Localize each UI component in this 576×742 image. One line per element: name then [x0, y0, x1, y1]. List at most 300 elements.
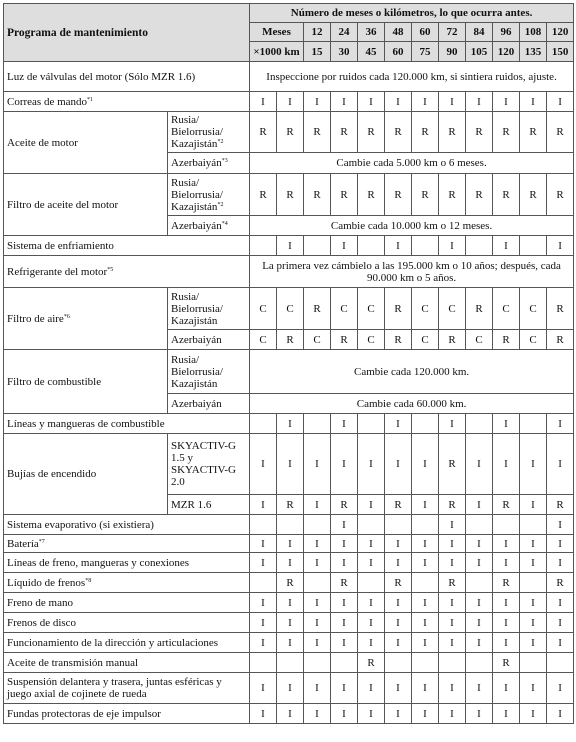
interval-cell: C: [358, 330, 385, 350]
interval-cell: I: [520, 535, 547, 553]
interval-cell: I: [439, 92, 466, 112]
region-label: Rusia/ Bielorrusia/ Kazajistán$^{*2}$: [168, 174, 250, 216]
interval-cell: I: [493, 434, 520, 495]
interval-cell: R: [493, 653, 520, 673]
interval-cell: I: [250, 92, 277, 112]
interval-cell: I: [358, 92, 385, 112]
item-label: Suspensión delantera y trasera, juntas esféricas y juego axial de cojinete de rueda: [4, 673, 250, 704]
interval-cell: I: [277, 613, 304, 633]
interval-cell: R: [385, 112, 412, 153]
interval-cell: [439, 653, 466, 673]
table-row: [4, 174, 574, 216]
interval-cell: R: [277, 573, 304, 593]
interval-cell: I: [304, 613, 331, 633]
footnote-mark: *4: [221, 220, 228, 227]
interval-cell: I: [250, 535, 277, 553]
km-header: 90: [439, 42, 466, 62]
region-label: Azerbaiyán: [168, 330, 250, 350]
interval-cell: R: [520, 112, 547, 153]
span-instruction: Cambie cada 60.000 km.: [250, 394, 574, 414]
interval-cell: I: [304, 535, 331, 553]
interval-cell: I: [493, 593, 520, 613]
interval-cell: I: [439, 673, 466, 704]
month-header: 36: [358, 23, 385, 42]
span-instruction: Cambie cada 120.000 km.: [250, 350, 574, 394]
span-instruction: Inspeccione por ruidos cada 120.000 km, si sintiera ruidos, ajuste.: [250, 62, 574, 92]
interval-cell: R: [277, 112, 304, 153]
interval-cell: I: [277, 673, 304, 704]
item-label: Funcionamiento de la dirección y articulaciones: [4, 633, 250, 653]
interval-cell: I: [520, 434, 547, 495]
interval-cell: [250, 236, 277, 256]
interval-cell: [412, 653, 439, 673]
interval-cell: R: [439, 434, 466, 495]
interval-cell: [385, 515, 412, 535]
item-label: Líneas de freno, mangueras y conexiones: [4, 553, 250, 573]
interval-cell: I: [331, 515, 358, 535]
interval-cell: R: [466, 174, 493, 216]
interval-cell: I: [304, 92, 331, 112]
interval-cell: I: [520, 495, 547, 515]
interval-cell: I: [304, 495, 331, 515]
month-header: 60: [412, 23, 439, 42]
table-row: [4, 434, 574, 495]
month-header: 108: [520, 23, 547, 42]
interval-cell: R: [547, 112, 574, 153]
interval-cell: R: [439, 112, 466, 153]
span-instruction: La primera vez cámbielo a las 195.000 km o 10 años; después, cada 90.000 km o 5 años.: [250, 256, 574, 288]
interval-cell: I: [331, 535, 358, 553]
interval-cell: I: [520, 92, 547, 112]
interval-cell: [304, 414, 331, 434]
interval-cell: I: [331, 704, 358, 724]
interval-cell: [250, 515, 277, 535]
interval-cell: I: [412, 92, 439, 112]
footnote-mark: *2: [217, 139, 224, 145]
interval-cell: I: [520, 704, 547, 724]
interval-cell: I: [250, 613, 277, 633]
interval-cell: I: [331, 613, 358, 633]
interval-cell: R: [277, 495, 304, 515]
interval-cell: I: [547, 613, 574, 633]
km-header: 75: [412, 42, 439, 62]
interval-cell: I: [358, 673, 385, 704]
interval-cell: I: [493, 553, 520, 573]
item-label: Correas de mando$^{*1}$: [4, 92, 250, 112]
interval-cell: R: [493, 174, 520, 216]
item-label: Aceite de transmisión manual: [4, 653, 250, 673]
interval-cell: I: [466, 593, 493, 613]
km-header: 105: [466, 42, 493, 62]
interval-cell: I: [439, 593, 466, 613]
interval-cell: C: [520, 330, 547, 350]
interval-cell: R: [547, 288, 574, 330]
region-label: Rusia/ Bielorrusia/ Kazajistán$^{*2}$: [168, 112, 250, 153]
km-header: 30: [331, 42, 358, 62]
interval-cell: R: [493, 573, 520, 593]
interval-cell: I: [466, 92, 493, 112]
interval-cell: I: [493, 535, 520, 553]
interval-cell: C: [439, 288, 466, 330]
table-row: [4, 535, 574, 553]
interval-cell: I: [439, 236, 466, 256]
interval-cell: I: [277, 553, 304, 573]
interval-cell: [277, 653, 304, 673]
interval-cell: I: [547, 434, 574, 495]
item-label: Batería$^{*7}$: [4, 535, 250, 553]
table-row: [4, 704, 574, 724]
region-label: Azerbaiyán$^{*3}$: [168, 153, 250, 174]
table-row: [4, 515, 574, 535]
interval-cell: R: [277, 330, 304, 350]
interval-cell: [250, 653, 277, 673]
interval-cell: R: [385, 174, 412, 216]
month-header: 72: [439, 23, 466, 42]
region-label: Azerbaiyán: [168, 394, 250, 414]
interval-cell: R: [547, 174, 574, 216]
interval-cell: I: [466, 553, 493, 573]
interval-cell: I: [547, 553, 574, 573]
footnote-mark: *2: [217, 201, 224, 208]
item-label: Aceite de motor: [4, 112, 168, 174]
interval-cell: R: [547, 330, 574, 350]
interval-cell: I: [277, 236, 304, 256]
interval-cell: I: [358, 613, 385, 633]
interval-cell: R: [331, 495, 358, 515]
interval-cell: I: [547, 515, 574, 535]
item-label: Líquido de frenos$^{*8}$: [4, 573, 250, 593]
interval-cell: I: [412, 704, 439, 724]
interval-cell: C: [493, 288, 520, 330]
interval-cell: I: [304, 633, 331, 653]
interval-cell: I: [358, 535, 385, 553]
interval-cell: I: [277, 593, 304, 613]
interval-cell: I: [331, 236, 358, 256]
interval-cell: I: [385, 613, 412, 633]
interval-cell: R: [358, 112, 385, 153]
interval-cell: I: [304, 704, 331, 724]
interval-cell: C: [466, 330, 493, 350]
interval-cell: C: [358, 288, 385, 330]
interval-cell: I: [547, 535, 574, 553]
interval-cell: C: [250, 288, 277, 330]
footnote-mark: *8: [85, 577, 92, 584]
interval-cell: I: [520, 673, 547, 704]
interval-cell: [304, 236, 331, 256]
item-label: Bujías de encendido: [4, 434, 168, 515]
interval-cell: [520, 653, 547, 673]
interval-cell: R: [358, 174, 385, 216]
interval-cell: I: [439, 535, 466, 553]
month-header: 84: [466, 23, 493, 42]
interval-cell: I: [250, 495, 277, 515]
interval-cell: I: [385, 434, 412, 495]
table-row: [4, 653, 574, 673]
interval-cell: [520, 515, 547, 535]
interval-cell: C: [520, 288, 547, 330]
interval-cell: R: [412, 112, 439, 153]
interval-cell: [520, 414, 547, 434]
interval-cell: [304, 573, 331, 593]
interval-cell: I: [385, 92, 412, 112]
interval-cell: I: [277, 704, 304, 724]
km-header: 135: [520, 42, 547, 62]
km-header: 60: [385, 42, 412, 62]
interval-title: Número de meses o kilómetros, lo que ocurra antes.: [250, 4, 574, 23]
maintenance-schedule-table: [3, 3, 574, 724]
region-label: Rusia/ Bielorrusia/ Kazajistán: [168, 288, 250, 330]
interval-cell: [358, 515, 385, 535]
interval-cell: I: [385, 673, 412, 704]
interval-cell: C: [277, 288, 304, 330]
interval-cell: [250, 573, 277, 593]
month-header: 96: [493, 23, 520, 42]
item-label: Frenos de disco: [4, 613, 250, 633]
interval-cell: I: [331, 434, 358, 495]
interval-cell: R: [331, 174, 358, 216]
interval-cell: I: [412, 593, 439, 613]
interval-cell: I: [466, 434, 493, 495]
table-row: [4, 350, 574, 394]
span-instruction: Cambie cada 10.000 km o 12 meses.: [250, 216, 574, 236]
interval-cell: [466, 515, 493, 535]
interval-cell: [358, 573, 385, 593]
interval-cell: C: [250, 330, 277, 350]
interval-cell: I: [385, 553, 412, 573]
interval-cell: I: [250, 704, 277, 724]
header-row-interval: [4, 4, 574, 23]
month-header: 24: [331, 23, 358, 42]
interval-cell: R: [520, 174, 547, 216]
interval-cell: I: [358, 593, 385, 613]
interval-cell: I: [412, 673, 439, 704]
interval-cell: I: [331, 673, 358, 704]
interval-cell: I: [331, 633, 358, 653]
interval-cell: I: [277, 414, 304, 434]
interval-cell: [385, 653, 412, 673]
interval-cell: I: [547, 633, 574, 653]
interval-cell: I: [358, 434, 385, 495]
interval-cell: I: [277, 92, 304, 112]
km-header: 150: [547, 42, 574, 62]
interval-cell: R: [250, 174, 277, 216]
item-label: Filtro de combustible: [4, 350, 168, 414]
interval-cell: I: [412, 535, 439, 553]
table-row: [4, 112, 574, 153]
interval-cell: [466, 653, 493, 673]
interval-cell: I: [385, 593, 412, 613]
interval-cell: R: [331, 330, 358, 350]
interval-cell: R: [331, 112, 358, 153]
interval-cell: I: [520, 633, 547, 653]
interval-cell: I: [439, 704, 466, 724]
interval-cell: I: [412, 613, 439, 633]
footnote-mark: *7: [38, 538, 45, 545]
footnote-mark: *1: [87, 96, 94, 103]
interval-cell: I: [277, 434, 304, 495]
interval-cell: I: [304, 434, 331, 495]
interval-cell: [466, 236, 493, 256]
interval-cell: I: [520, 613, 547, 633]
interval-cell: I: [520, 553, 547, 573]
engine-label: MZR 1.6: [168, 495, 250, 515]
span-instruction: Cambie cada 5.000 km o 6 meses.: [250, 153, 574, 174]
table-row: [4, 593, 574, 613]
interval-cell: I: [304, 593, 331, 613]
interval-cell: I: [547, 673, 574, 704]
interval-cell: I: [250, 593, 277, 613]
interval-cell: R: [493, 495, 520, 515]
interval-cell: R: [385, 573, 412, 593]
interval-cell: I: [304, 553, 331, 573]
table-row: [4, 256, 574, 288]
table-row: [4, 553, 574, 573]
interval-cell: I: [466, 673, 493, 704]
interval-cell: I: [466, 633, 493, 653]
item-label: Filtro de aire$^{*6}$: [4, 288, 168, 350]
interval-cell: R: [466, 288, 493, 330]
km-label: ×1000 km: [250, 42, 304, 62]
interval-cell: I: [547, 593, 574, 613]
item-label: Fundas protectoras de eje impulsor: [4, 704, 250, 724]
table-row: [4, 236, 574, 256]
month-header: 120: [547, 23, 574, 42]
interval-cell: [493, 515, 520, 535]
interval-cell: [547, 653, 574, 673]
table-row: [4, 414, 574, 434]
interval-cell: R: [358, 653, 385, 673]
interval-cell: R: [439, 330, 466, 350]
interval-cell: I: [439, 613, 466, 633]
footnote-mark: *5: [107, 266, 114, 273]
interval-cell: I: [439, 414, 466, 434]
interval-cell: R: [547, 495, 574, 515]
footnote-mark: *6: [63, 313, 70, 320]
interval-cell: I: [412, 633, 439, 653]
item-label: Refrigerante del motor$^{*5}$: [4, 256, 250, 288]
interval-cell: I: [493, 414, 520, 434]
item-label: Sistema evaporativo (si existiera): [4, 515, 250, 535]
interval-cell: R: [331, 573, 358, 593]
interval-cell: R: [439, 495, 466, 515]
interval-cell: I: [547, 236, 574, 256]
item-label: Freno de mano: [4, 593, 250, 613]
table-row: [4, 673, 574, 704]
interval-cell: I: [412, 495, 439, 515]
km-header: 15: [304, 42, 331, 62]
item-label: Filtro de aceite del motor: [4, 174, 168, 236]
interval-cell: [331, 653, 358, 673]
interval-cell: I: [493, 236, 520, 256]
interval-cell: I: [250, 553, 277, 573]
interval-cell: R: [493, 112, 520, 153]
interval-cell: I: [547, 92, 574, 112]
interval-cell: R: [439, 174, 466, 216]
interval-cell: [304, 653, 331, 673]
interval-cell: [520, 236, 547, 256]
interval-cell: I: [358, 553, 385, 573]
interval-cell: [412, 515, 439, 535]
table-row: [4, 573, 574, 593]
interval-cell: R: [385, 288, 412, 330]
month-header: 12: [304, 23, 331, 42]
interval-cell: [358, 236, 385, 256]
interval-cell: I: [439, 515, 466, 535]
months-label: Meses: [250, 23, 304, 42]
interval-cell: I: [547, 704, 574, 724]
interval-cell: [358, 414, 385, 434]
interval-cell: I: [250, 673, 277, 704]
program-title: Programa de mantenimiento: [4, 4, 250, 62]
item-label: Líneas y mangueras de combustible: [4, 414, 250, 434]
interval-cell: I: [520, 593, 547, 613]
table-row: [4, 92, 574, 112]
interval-cell: R: [493, 330, 520, 350]
interval-cell: I: [493, 673, 520, 704]
interval-cell: I: [439, 633, 466, 653]
table-row: [4, 613, 574, 633]
interval-cell: R: [385, 330, 412, 350]
interval-cell: I: [250, 633, 277, 653]
interval-cell: R: [250, 112, 277, 153]
interval-cell: I: [439, 553, 466, 573]
region-label: Azerbaiyán$^{*4}$: [168, 216, 250, 236]
interval-cell: I: [466, 613, 493, 633]
table-row: [4, 633, 574, 653]
footnote-mark: *3: [221, 158, 228, 164]
interval-cell: [466, 573, 493, 593]
item-label: Sistema de enfriamiento: [4, 236, 250, 256]
interval-cell: I: [385, 414, 412, 434]
interval-cell: [304, 515, 331, 535]
interval-cell: I: [493, 613, 520, 633]
interval-cell: R: [277, 174, 304, 216]
interval-cell: I: [385, 236, 412, 256]
interval-cell: I: [358, 495, 385, 515]
interval-cell: [250, 414, 277, 434]
item-label: Luz de válvulas del motor (Sólo MZR 1.6): [4, 62, 250, 92]
interval-cell: I: [412, 553, 439, 573]
interval-cell: C: [331, 288, 358, 330]
interval-cell: [412, 573, 439, 593]
interval-cell: R: [547, 573, 574, 593]
interval-cell: I: [358, 633, 385, 653]
interval-cell: C: [412, 288, 439, 330]
interval-cell: R: [466, 112, 493, 153]
interval-cell: R: [304, 112, 331, 153]
km-header: 120: [493, 42, 520, 62]
interval-cell: I: [277, 633, 304, 653]
interval-cell: I: [493, 92, 520, 112]
interval-cell: I: [466, 495, 493, 515]
interval-cell: I: [331, 92, 358, 112]
interval-cell: I: [412, 434, 439, 495]
region-label: Rusia/ Bielorrusia/ Kazajistán: [168, 350, 250, 394]
interval-cell: R: [439, 573, 466, 593]
interval-cell: C: [304, 330, 331, 350]
interval-cell: C: [412, 330, 439, 350]
interval-cell: [277, 515, 304, 535]
engine-label: SKYACTIV-G 1.5 y SKYACTIV-G 2.0: [168, 434, 250, 495]
km-header: 45: [358, 42, 385, 62]
interval-cell: I: [493, 704, 520, 724]
interval-cell: R: [385, 495, 412, 515]
interval-cell: R: [304, 288, 331, 330]
month-header: 48: [385, 23, 412, 42]
interval-cell: R: [304, 174, 331, 216]
interval-cell: I: [331, 593, 358, 613]
interval-cell: I: [493, 633, 520, 653]
